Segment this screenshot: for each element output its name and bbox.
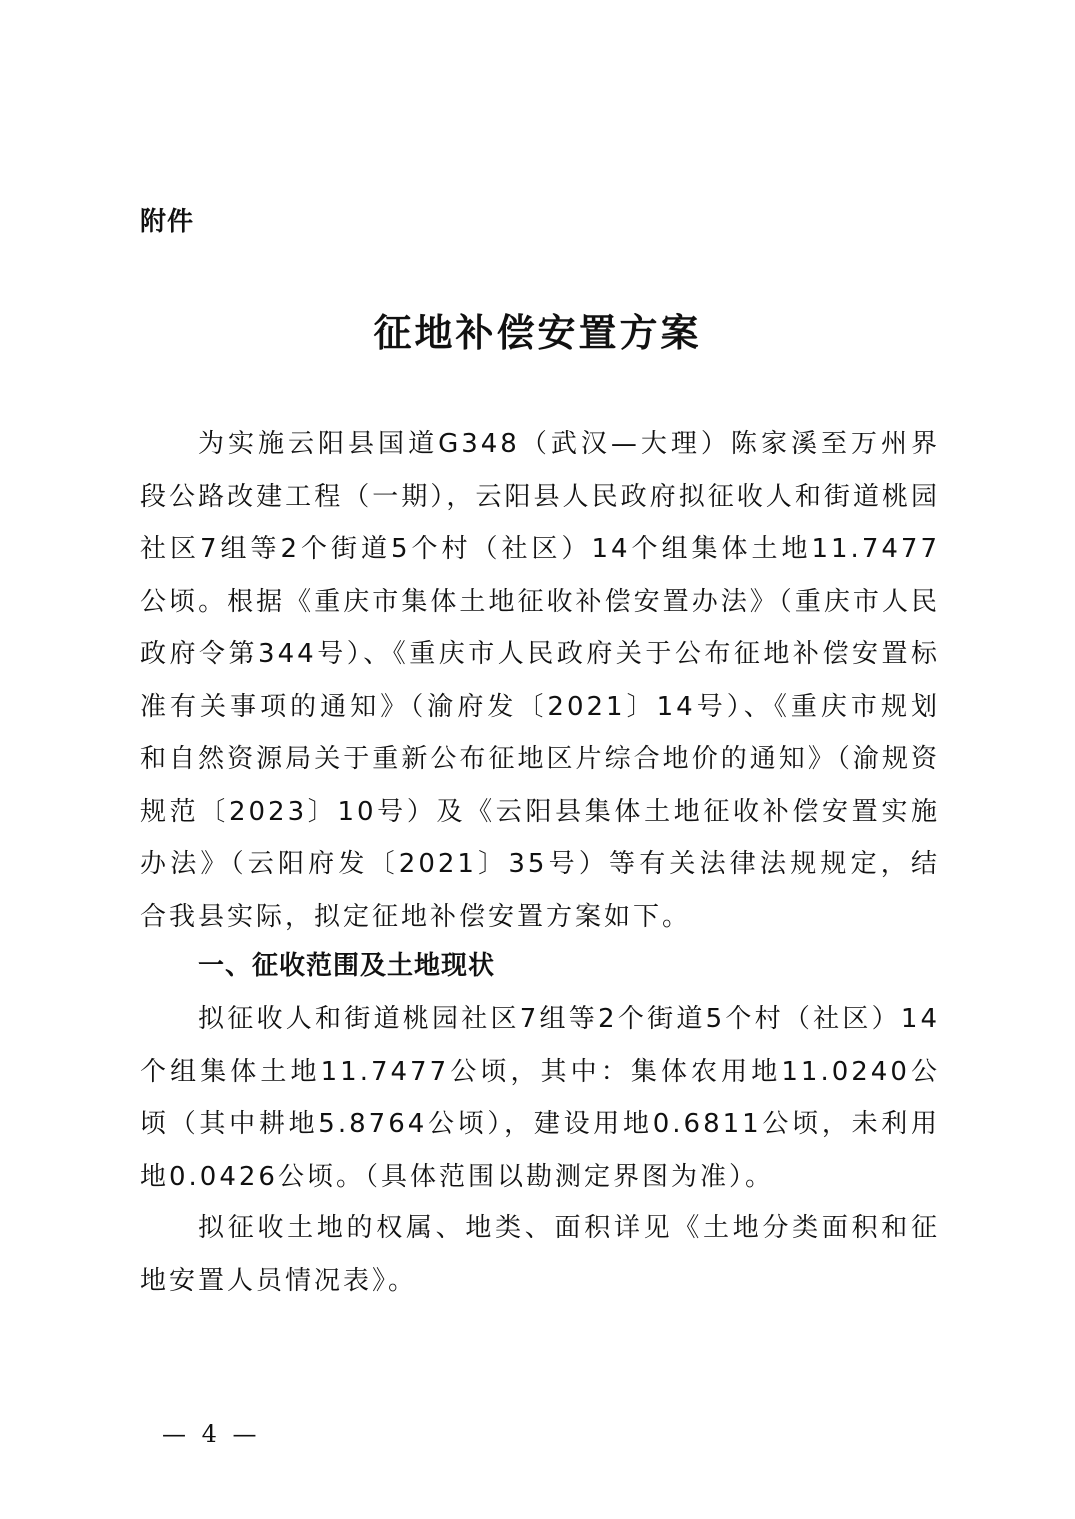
section-1-scope-paragraph: 拟征收人和街道桃园社区7组等2个街道5个村（社区）14个组集体土地11.7477公顷，其中：集体农用地11.0240公顷（其中耕地5.8764公顷），建设用地0.6811公顷，未利用地0.0426公顷。（具体范围以勘测定界图为准）。 [140, 1004, 940, 1192]
section-1-scope-block [140, 993, 940, 1203]
section-1-heading: 一、征收范围及土地现状 [198, 951, 496, 981]
intro-paragraph: 为实施云阳县国道G348（武汉—大理）陈家溪至万州界段公路改建工程（一期），云阳县人民政府拟征收人和街道桃园社区7组等2个街道5个村（社区）14个组集体土地11.7477公顷。根据《重庆市集体土地征收补偿安置办法》（重庆市人民政府令第344号）、《重庆市人民政府关于公布征地补偿安置标准有关事项的通知》（渝府发〔2021〕14号）、《重庆市规划和自然资源局关于重新公布征地区片综合地价的通知》（渝规资规范〔2023〕10号）及《云阳县集体土地征收补偿安置实施办法》（云阳府发〔2021〕35号）等有关法律法规规定，结合我县实际，拟定征地补偿安置方案如下。 [140, 429, 940, 932]
section-1-heading-block [140, 940, 940, 993]
document-title: 征地补偿安置方案 [373, 311, 702, 355]
page-number: — 4 — [162, 1420, 261, 1448]
intro-block [140, 418, 940, 943]
section-1-detail-block [140, 1202, 940, 1307]
attachment-label: 附件 [140, 207, 195, 237]
section-1-detail-paragraph: 拟征收土地的权属、地类、面积详见《土地分类面积和征地安置人员情况表》。 [140, 1213, 940, 1296]
